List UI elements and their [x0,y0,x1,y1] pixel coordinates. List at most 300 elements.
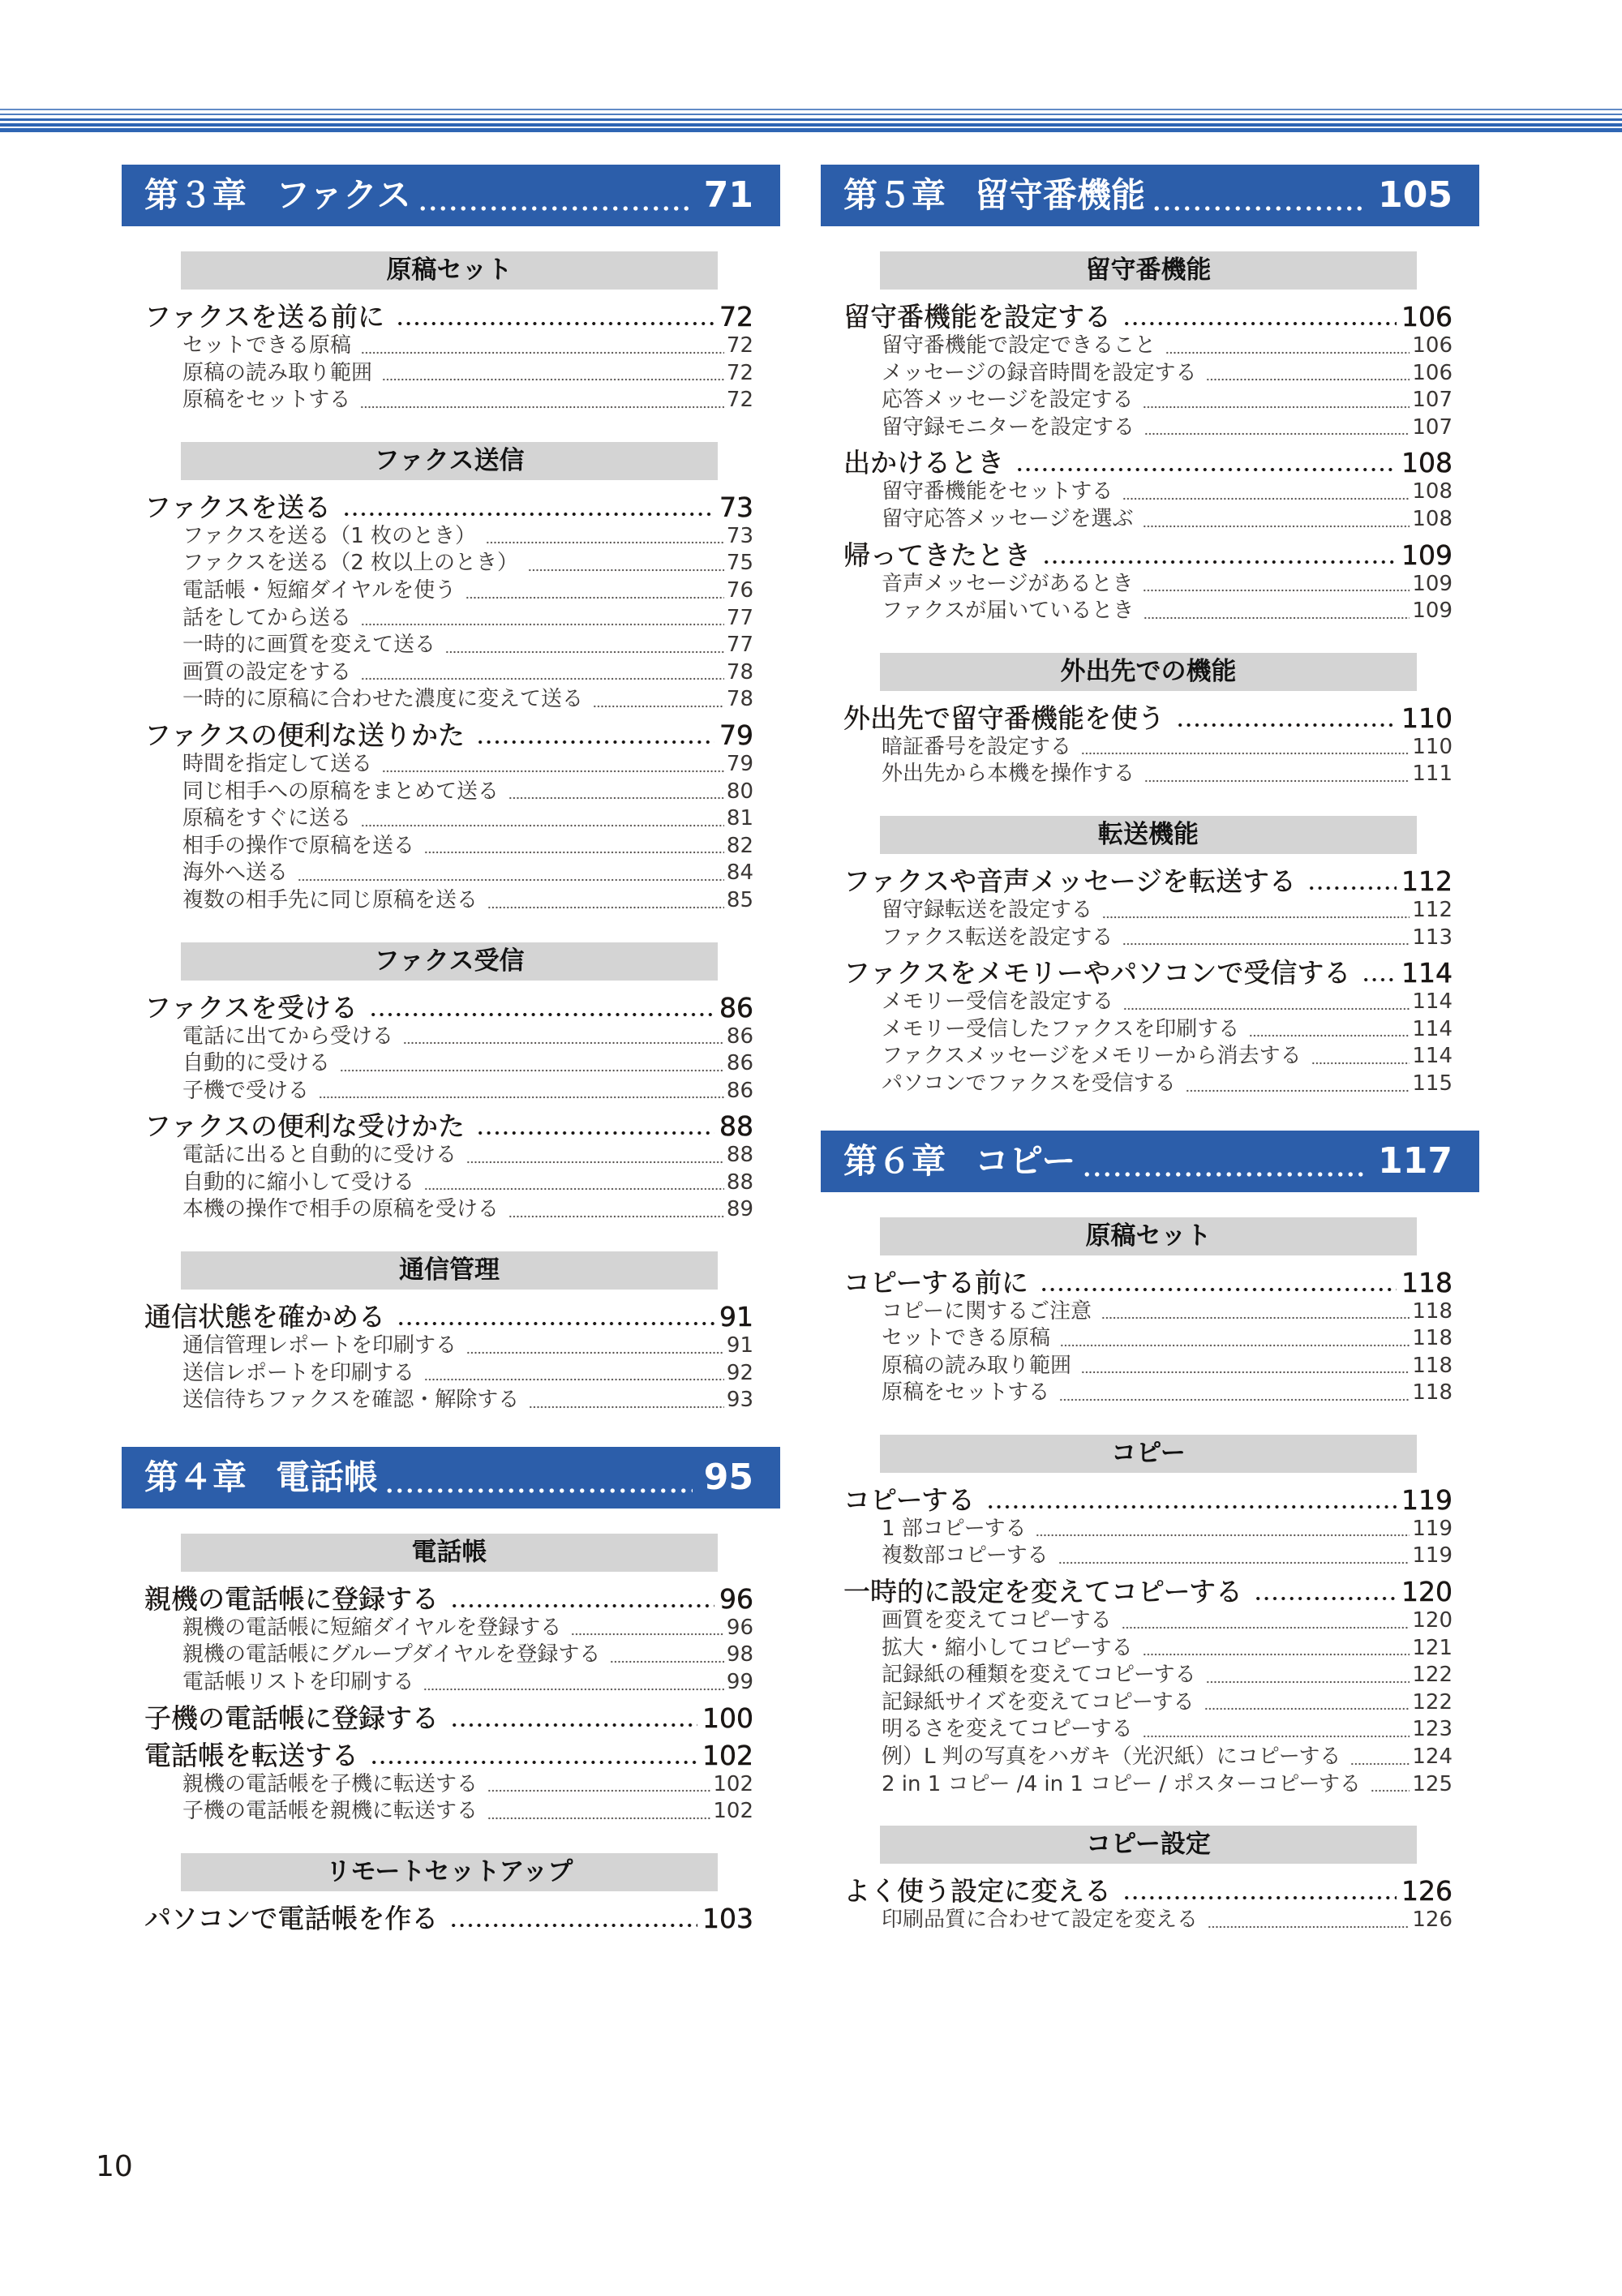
toc-subentry-page: 106 [1412,333,1453,358]
dot-leader [340,1050,724,1078]
toc-subentry-title: 時間を指定して送る [182,751,373,776]
toc-subentry-page: 80 [726,779,753,804]
toc-subentry [182,1642,753,1669]
toc-subentry [182,632,753,659]
toc-subentry [182,833,753,860]
toc-subentry [182,1196,753,1224]
toc-subentry-title: 原稿をセットする [182,388,351,413]
toc-subentry [882,925,1453,952]
toc-subentry [882,1516,1453,1543]
toc-entry [843,703,1453,734]
dot-leader [1102,897,1410,925]
toc-subentry-page: 118 [1412,1380,1453,1405]
toc-entry-page: 102 [702,1739,753,1771]
section-heading: 電話帳 [181,1534,718,1572]
section-heading: 留守番機能 [880,251,1417,290]
toc-subentry-title: 親機の電話帳にグループダイヤルを登録する [182,1642,601,1667]
toc-subentry-title: 話をしてから送る [182,605,352,630]
toc-subentry-page: 112 [1412,897,1453,922]
toc-subentry-title: 画質を変えてコピーする [882,1608,1112,1633]
toc-entry-title: 外出先で留守番機能を使う [843,702,1165,734]
toc-subentry-title: 電話帳・短縮ダイヤルを使う [182,577,457,603]
toc-subentry-page: 88 [726,1143,753,1168]
dot-leader [1311,1043,1410,1071]
toc-entry-title: ファクスをメモリーやパソコンで受信する [843,957,1351,989]
section-heading: リモートセットアップ [181,1853,718,1891]
page-number: 10 [96,2150,133,2183]
toc-subentry [182,360,753,388]
toc-subentry-title: 通信管理レポートを印刷する [182,1333,457,1358]
toc-entry-title: 通信状態を確かめる [144,1301,385,1333]
dot-leader [369,993,714,1024]
toc-subentry-page: 91 [726,1333,753,1358]
toc-subentry-page: 72 [726,333,753,358]
toc-subentry [882,598,1453,625]
chapter-label: 第６章 [843,1140,946,1181]
toc-entry-page: 120 [1401,1576,1453,1608]
dot-leader [1307,866,1397,897]
toc-column-right [821,165,1479,1934]
toc-subentry-title: 電話に出てから受ける [182,1024,394,1049]
toc-entry [843,866,1453,897]
dot-leader [361,333,724,360]
dot-leader [1206,360,1410,388]
toc-subentry-title: 留守録モニターを設定する [882,414,1135,440]
dot-leader [466,577,724,605]
toc-subentry [182,1050,753,1078]
toc-subentry [882,387,1453,414]
header-stripe [0,109,1622,110]
toc-subentry-title: 自動的に受ける [182,1051,331,1076]
toc-subentry-title: 留守番機能で設定できること [882,333,1156,358]
dot-leader [1143,571,1410,599]
toc-subentry [182,550,753,577]
toc-subentry-title: 記録紙サイズを変えてコピーする [882,1689,1195,1714]
toc-entry [144,1584,753,1615]
toc-entry-title: コピーする前に [843,1266,1029,1298]
toc-subentry [882,1607,1453,1635]
dot-leader [1208,1907,1410,1934]
toc-subentry-title: 留守応答メッセージを選ぶ [882,506,1134,531]
toc-subentry-title: 親機の電話帳を子機に転送する [182,1771,478,1796]
toc-subentry-title: 自動的に縮小して受ける [182,1169,415,1195]
toc-entry-title: ファクスの便利な受けかた [144,1110,466,1143]
dot-leader [1152,165,1367,226]
dot-leader [1060,1325,1410,1353]
toc-subentry [882,1325,1453,1353]
toc-subentry-page: 88 [726,1169,753,1195]
dot-leader [487,887,724,915]
toc-entry-page: 73 [719,491,753,523]
toc-subentry [882,1635,1453,1663]
toc-subentry-page: 82 [726,833,753,858]
dot-leader [361,805,724,833]
toc-entry-page: 96 [719,1582,753,1615]
toc-subentry-page: 108 [1412,506,1453,531]
chapter-page-number: 117 [1378,1139,1453,1182]
toc-subentry [182,751,753,779]
dot-leader [1123,989,1410,1016]
dot-leader [486,523,724,551]
toc-entry [144,1703,753,1734]
toc-entry-page: 110 [1401,702,1453,734]
dot-leader [1040,1268,1397,1298]
dot-leader [986,1485,1397,1516]
toc-subentry-title: セットできる原稿 [882,1326,1051,1351]
toc-subentry-title: 明るさを変えてコピーする [882,1717,1133,1742]
toc-entry-page: 114 [1401,957,1453,989]
toc-subentry-title: 一時的に原稿に合わせた濃度に変えて送る [182,687,584,712]
toc-subentry [882,989,1453,1016]
section-heading: 原稿セット [880,1217,1417,1255]
toc-subentry-title: メモリー受信を設定する [882,989,1114,1015]
toc-subentry-title: 1 部コピーする [882,1516,1027,1541]
toc-subentry-page: 76 [726,577,753,603]
toc-subentry-title: 応答メッセージを設定する [882,388,1134,413]
toc-subentry [882,1043,1453,1071]
dot-leader [466,1142,724,1169]
toc-subentry-title: 原稿をすぐに送る [182,806,352,831]
toc-subentry-title: 音声メッセージがあるとき [882,571,1134,596]
toc-subentry [882,1353,1453,1380]
chapter-page-number: 105 [1378,174,1453,216]
toc-subentry-title: 印刷品質に合わせて設定を変える [882,1908,1199,1933]
toc-subentry-title: 記録紙の種類を変えてコピーする [882,1663,1196,1688]
toc-entry [144,1740,753,1771]
toc-subentry-page: 85 [726,887,753,912]
toc-subentry [182,1615,753,1642]
dot-leader [361,605,724,633]
toc-entry-page: 118 [1401,1266,1453,1298]
dot-leader [384,1447,693,1508]
toc-entry [843,302,1453,333]
toc-subentry [882,333,1453,360]
toc-entry [843,1876,1453,1907]
toc-subentry-page: 124 [1412,1745,1453,1770]
toc-subentry [182,605,753,633]
toc-subentry-title: 電話に出ると自動的に受ける [182,1143,457,1168]
toc-subentry-title: 原稿の読み取り範囲 [182,360,373,385]
toc-subentry-title: 相手の操作で原稿を送る [182,833,415,858]
toc-subentry [182,1078,753,1105]
dot-leader [1144,761,1410,788]
toc-subentry-title: 複数の相手先に同じ原稿を送る [182,887,478,912]
toc-subentry-page: 120 [1412,1608,1453,1633]
toc-subentry-page: 119 [1412,1516,1453,1541]
toc-subentry-title: コピーに関するご注意 [882,1298,1092,1324]
dot-leader [1144,598,1410,625]
dot-leader [1122,1876,1397,1907]
toc-entry-page: 119 [1401,1483,1453,1516]
toc-subentry-page: 102 [713,1799,753,1824]
dot-leader [1036,1516,1410,1543]
toc-entry-page: 109 [1401,539,1453,571]
toc-subentry-title: 外出先から本機を操作する [882,762,1135,787]
toc-subentry [182,887,753,915]
section-heading: 通信管理 [181,1251,718,1290]
section-heading: コピー設定 [880,1826,1417,1864]
header-stripe [0,118,1622,121]
toc-subentry-page: 114 [1412,989,1453,1015]
toc-subentry [182,779,753,806]
toc-entry-title: 帰ってきたとき [843,539,1031,571]
dot-leader [487,1771,710,1799]
dot-leader [1143,1716,1410,1744]
dot-leader [1362,958,1397,989]
toc-entry-page: 106 [1401,301,1453,333]
toc-subentry [182,333,753,360]
chapter-page-number: 95 [703,1456,753,1498]
toc-entry-title: 出かけるとき [843,447,1004,479]
dot-leader [1143,506,1410,534]
toc-subentry-page: 110 [1412,734,1453,759]
dot-leader [1350,1744,1410,1771]
chapter-title: 留守番機能 [975,175,1146,215]
toc-entry-page: 108 [1401,447,1453,479]
toc-subentry [882,506,1453,534]
toc-subentry [182,1669,753,1697]
dot-leader [508,779,724,806]
chapter-title: 電話帳 [276,1457,379,1497]
toc-subentry-page: 98 [726,1642,753,1667]
toc-subentry-page: 123 [1412,1717,1453,1742]
toc-subentry [182,659,753,687]
toc-subentry-title: ファクスが届いているとき [882,599,1135,624]
toc-subentry-page: 114 [1412,1016,1453,1041]
header-stripe [0,128,1622,132]
toc-entry [843,1577,1453,1607]
toc-subentry-page: 73 [726,523,753,548]
toc-subentry [882,1543,1453,1570]
toc-entry-page: 91 [719,1301,753,1333]
toc-subentry-page: 108 [1412,479,1453,504]
toc-subentry [182,1169,753,1197]
toc-entry-title: 親機の電話帳に登録する [144,1582,439,1615]
header-stripe [0,114,1622,115]
dot-leader [418,165,693,226]
toc-subentry [182,1333,753,1360]
toc-subentry-title: 暗証番号を設定する [882,734,1072,759]
toc-entry [144,1903,753,1934]
toc-subentry [882,414,1453,442]
toc-subentry-title: 留守番機能をセットする [882,479,1114,504]
chapter-page-number: 71 [703,174,753,216]
toc-subentry-page: 115 [1412,1071,1453,1096]
toc-subentry-page: 86 [726,1024,753,1049]
chapter-header [821,1131,1479,1192]
toc-entry [144,492,753,523]
toc-entry-title: よく使う設定に変える [843,1875,1111,1908]
toc-subentry-page: 75 [726,551,753,576]
toc-subentry-title: セットできる原稿 [182,333,352,358]
toc-subentry [882,1907,1453,1934]
toc-subentry-title: 留守録転送を設定する [882,897,1093,922]
toc-subentry [882,360,1453,388]
chapter-header [122,165,780,226]
chapter-title: コピー [975,1140,1076,1181]
toc-entry-title: 留守番機能を設定する [843,301,1111,333]
dot-leader [450,1584,714,1615]
dot-leader [382,360,724,388]
dot-leader [424,833,724,860]
dot-leader [571,1615,724,1642]
toc-subentry [182,860,753,887]
toc-subentry-page: 126 [1412,1908,1453,1933]
toc-subentry-title: メッセージの録音時間を設定する [882,360,1197,385]
toc-subentry-page: 102 [713,1771,753,1796]
toc-entry-title: ファクスや音声メッセージを転送する [843,865,1297,897]
toc-subentry-title: ファクスを送る（2 枚以上のとき） [182,551,519,576]
dot-leader [1371,1771,1410,1799]
toc-entry-title: コピーする [843,1483,976,1516]
toc-subentry [182,1771,753,1799]
toc-subentry-page: 84 [726,860,753,886]
toc-entry-title: ファクスの便利な送りかた [144,719,466,751]
toc-subentry [182,387,753,414]
dot-leader [424,1360,724,1388]
chapter-label: 第４章 [144,1457,247,1497]
toc-subentry [182,805,753,833]
section-heading: 外出先での機能 [880,653,1417,691]
dot-leader [445,632,724,659]
dot-leader [1206,1662,1410,1689]
dot-leader [382,751,724,779]
dot-leader [361,659,724,687]
dot-leader [360,387,724,414]
section-heading: コピー [880,1435,1417,1473]
toc-entry [843,1485,1453,1516]
dot-leader [610,1642,724,1669]
toc-subentry-title: 送信レポートを印刷する [182,1360,415,1385]
dot-leader [403,1024,724,1051]
toc-entry [843,1268,1453,1298]
toc-entry-page: 112 [1401,865,1453,897]
dot-leader [1143,1635,1410,1663]
toc-entry-page: 88 [719,1110,753,1143]
dot-leader [397,1302,714,1333]
toc-subentry-page: 92 [726,1360,753,1385]
chapter-header [122,1447,780,1508]
toc-subentry [882,1662,1453,1689]
header-stripe [0,123,1622,127]
toc-subentry-page: 118 [1412,1326,1453,1351]
toc-subentry-page: 72 [726,388,753,413]
toc-subentry-page: 114 [1412,1044,1453,1069]
toc-subentry-title: 送信待ちファクスを確認・解除する [182,1388,520,1413]
dot-leader [1254,1577,1397,1607]
dot-leader [319,1078,724,1105]
dot-leader [449,1903,697,1934]
toc-subentry-page: 113 [1412,925,1453,950]
toc-subentry-title: 画質の設定をする [182,659,352,685]
toc-entry [144,302,753,333]
toc-entry [144,993,753,1024]
dot-leader [1165,333,1410,360]
toc-subentry-page: 111 [1412,762,1453,787]
toc-subentry [882,571,1453,599]
dot-leader [1122,925,1410,952]
toc-subentry-title: 海外へ送る [182,860,289,886]
dot-leader [529,1387,724,1414]
toc-subentry [882,1016,1453,1044]
toc-subentry-page: 121 [1412,1635,1453,1660]
toc-subentry-title: ファクスを送る（1 枚のとき） [182,523,477,548]
toc-subentry-page: 109 [1412,571,1453,596]
toc-subentry [182,577,753,605]
chapter-title: ファクス [276,175,411,215]
toc-entry-title: 子機の電話帳に登録する [144,1702,439,1734]
toc-subentry-page: 99 [726,1670,753,1695]
toc-entry [144,1111,753,1142]
toc-entry-page: 72 [719,301,753,333]
toc-subentry [182,1024,753,1051]
toc-subentry-title: 原稿をセットする [882,1380,1050,1405]
toc-subentry-page: 122 [1412,1663,1453,1688]
toc-entry-page: 103 [702,1902,753,1934]
toc-subentry-page: 122 [1412,1689,1453,1714]
toc-entry-title: 電話帳を転送する [144,1739,358,1771]
dot-leader [466,1333,724,1360]
dot-leader [1122,1607,1410,1635]
toc-subentry [182,1798,753,1826]
toc-subentry-title: 子機で受ける [182,1078,310,1103]
toc-subentry [882,1689,1453,1717]
toc-subentry-page: 77 [726,605,753,630]
toc-subentry [882,1380,1453,1407]
toc-subentry [882,1071,1453,1098]
toc-subentry-page: 96 [726,1615,753,1640]
toc-subentry-page: 107 [1412,388,1453,413]
toc-entry [843,540,1453,571]
toc-subentry-title: 2 in 1 コピー /4 in 1 コピー / ポスターコピーする [882,1771,1362,1796]
toc-subentry-page: 118 [1412,1298,1453,1324]
toc-entry [144,720,753,751]
toc-column-left [122,165,780,1934]
dot-leader [370,1740,697,1771]
toc-subentry [882,1716,1453,1744]
toc-entry [843,448,1453,479]
toc-subentry [182,1387,753,1414]
toc-subentry-page: 81 [726,806,753,831]
toc-subentry-page: 78 [726,687,753,712]
toc-entry-title: ファクスを送る前に [144,301,385,333]
toc-subentry-page: 125 [1412,1771,1453,1796]
dot-leader [1059,1380,1410,1407]
toc-subentry-title: 複数部コピーする [882,1543,1049,1569]
toc-subentry-title: 例）L 判の写真をハガキ（光沢紙）にコピーする [882,1745,1341,1770]
dot-leader [423,1669,723,1697]
dot-leader [1186,1071,1410,1098]
toc-subentry-title: 同じ相手への原稿をまとめて送る [182,779,500,804]
toc-subentry-page: 109 [1412,599,1453,624]
dot-leader [1176,703,1397,734]
toc-subentry [182,1142,753,1169]
toc-subentry-page: 79 [726,751,753,776]
toc-entry-page: 100 [702,1702,753,1734]
toc-subentry [882,897,1453,925]
dot-leader [476,720,714,751]
toc-subentry [182,686,753,714]
dot-leader [1042,540,1397,571]
toc-subentry-title: メモリー受信したファクスを印刷する [882,1016,1240,1041]
toc-subentry [882,761,1453,788]
dot-leader [1058,1543,1410,1570]
toc-subentry-title: 子機の電話帳を親機に転送する [182,1799,478,1824]
toc-subentry-title: 一時的に画質を変えて送る [182,633,436,658]
dot-leader [1015,448,1397,479]
toc-entry-title: パソコンで電話帳を作る [144,1902,439,1934]
toc-subentry-title: 原稿の読み取り範囲 [882,1353,1072,1378]
